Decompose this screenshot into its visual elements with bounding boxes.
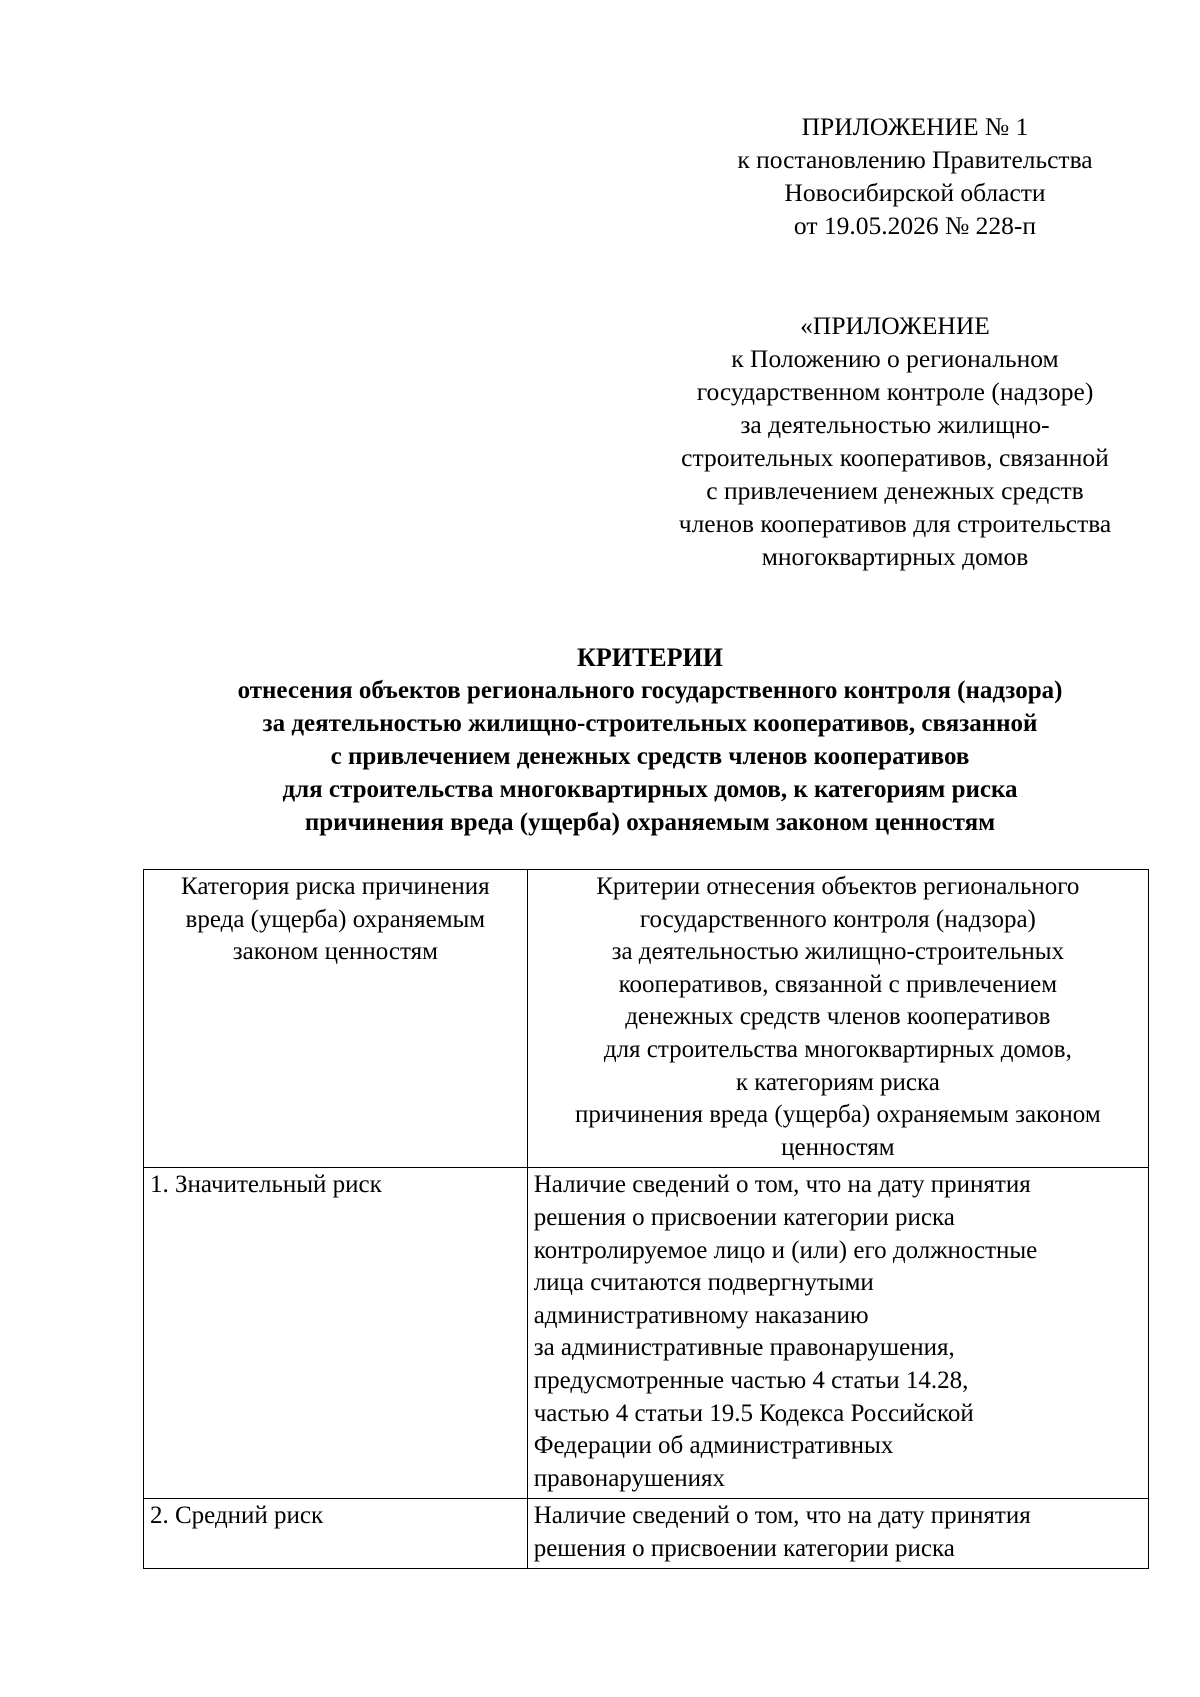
row-criteria-line: решения о присвоении категории риска [533,1534,955,1562]
annex-line: за деятельностью жилищно- [740,410,1050,439]
annex-line: «ПРИЛОЖЕНИЕ [800,311,990,340]
annex-line: с привлечением денежных средств [706,476,1084,505]
row-category-text: 1. Значительный риск [150,1171,382,1199]
row-criteria-cell [527,1168,1148,1499]
row-criteria-line: административному наказанию [533,1301,869,1329]
annex-line: строительных кооперативов, связанной [681,443,1109,472]
row-criteria-line: контролируемое лицо и (или) его должностные [533,1236,1038,1264]
row-criteria-line: за административные правонарушения, [533,1334,955,1362]
table-row [144,1168,1149,1499]
header-criteria-line: ценностям [781,1133,895,1161]
header-criteria-line: для строительства многоквартирных домов, [603,1035,1072,1063]
header-category-cell [144,870,528,1168]
approval-line: Новосибирской области [784,178,1046,207]
document-title [120,641,1180,839]
title-line: причинения вреда (ущерба) охраняемым законом ценностям [304,809,996,836]
approval-line: от 19.05.2026 № 228-п [793,211,1037,240]
header-criteria-line: Критерии отнесения объектов регионального [596,873,1080,900]
row-category-cell [144,1499,528,1569]
row-criteria-line: правонарушениях [533,1464,726,1492]
row-criteria-line: частью 4 статьи 19.5 Кодекса Российской [533,1399,974,1427]
table-header-row [144,870,1149,1168]
annex-line: многоквартирных домов [761,542,1029,571]
annex-line: государственном контроле (надзоре) [696,377,1094,406]
annex-reference [640,309,1150,573]
header-criteria-line: к категориям риска [735,1068,940,1096]
title-line: для строительства многоквартирных домов, к категориям риска [282,776,1018,803]
header-criteria-line: денежных средств членов кооперативов [625,1003,1051,1031]
title-line: отнесения объектов регионального государственного контроля (надзора) [237,677,1063,704]
approval-stamp [700,110,1130,242]
header-criteria-line: причинения вреда (ущерба) охраняемым законом [575,1101,1101,1129]
annex-line: к Положению о региональном [731,344,1059,373]
header-criteria-line: за деятельностью жилищно-строительных [611,938,1065,966]
title-line: с привлечением денежных средств членов кооперативов [330,743,970,770]
header-criteria-line: кооперативов, связанной с привлечением [618,970,1058,998]
row-criteria-line: предусмотренные частью 4 статьи 14.28, [533,1366,969,1394]
header-category-line: Категория риска причинения [181,873,490,900]
row-category-text: 2. Средний риск [150,1502,324,1530]
header-category-line: вреда (ущерба) охраняемым [185,905,486,933]
table-row [144,1499,1149,1569]
criteria-table [143,869,1149,1569]
header-criteria-cell [527,870,1148,1168]
approval-line: к постановлению Правительства [737,145,1093,174]
title-heading: КРИТЕРИИ [577,643,723,672]
row-criteria-line: лица считаются подвергнутыми [533,1269,874,1297]
header-category-line: законом ценностям [232,938,438,966]
row-criteria-cell [527,1499,1148,1569]
title-line: за деятельностью жилищно-строительных кооперативов, связанной [262,710,1038,737]
row-criteria-line: решения о присвоении категории риска [533,1203,955,1231]
row-criteria-line: Наличие сведений о том, что на дату принятия [533,1171,1031,1199]
row-criteria-line: Федерации об административных [533,1432,894,1460]
annex-line: членов кооперативов для строительства [678,509,1112,538]
header-criteria-line: государственного контроля (надзора) [639,905,1036,933]
row-category-cell [144,1168,528,1499]
row-criteria-line: Наличие сведений о том, что на дату принятия [533,1502,1031,1530]
approval-line: ПРИЛОЖЕНИЕ № 1 [801,112,1029,141]
